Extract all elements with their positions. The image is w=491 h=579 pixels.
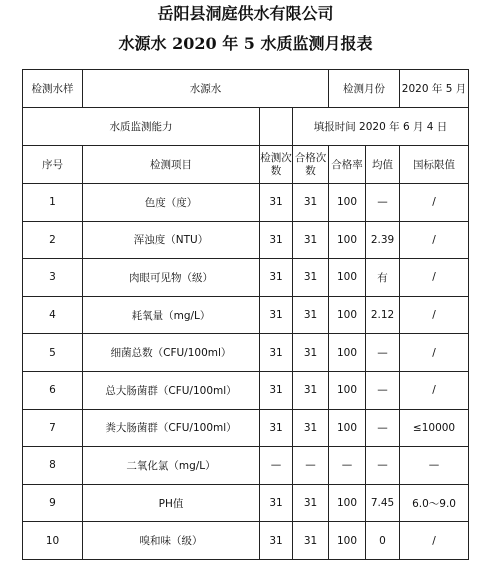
month-label: 检测月份 xyxy=(329,70,400,108)
water-quality-table xyxy=(22,69,469,560)
cell-mean: — xyxy=(366,447,400,485)
table-row xyxy=(23,221,469,259)
cell-item: 浑浊度（NTU） xyxy=(83,221,260,259)
column-header-row xyxy=(23,146,469,184)
col-item: 检测项目 xyxy=(83,146,260,184)
cell-pass-rate: — xyxy=(329,447,366,485)
table-row xyxy=(23,409,469,447)
cell-count: 31 xyxy=(260,296,293,334)
fill-time: 填报时间 2020 年 6 月 4 日 xyxy=(293,108,469,146)
cell-count: 31 xyxy=(260,184,293,222)
cell-seq: 8 xyxy=(23,447,83,485)
cell-count: 31 xyxy=(260,259,293,297)
col-pass-count: 合格次数 xyxy=(293,146,329,184)
cell-seq: 4 xyxy=(23,296,83,334)
cell-count: 31 xyxy=(260,484,293,522)
cell-item: PH值 xyxy=(83,484,260,522)
cell-limit: / xyxy=(400,334,469,372)
cell-seq: 2 xyxy=(23,221,83,259)
cell-limit: / xyxy=(400,296,469,334)
cell-seq: 1 xyxy=(23,184,83,222)
cell-item: 嗅和味（级） xyxy=(83,522,260,560)
cell-mean: — xyxy=(366,409,400,447)
cell-pass-rate: 100 xyxy=(329,409,366,447)
cell-limit: ≤10000 xyxy=(400,409,469,447)
cell-pass-rate: 100 xyxy=(329,259,366,297)
cell-pass-count: 31 xyxy=(293,259,329,297)
cell-count: 31 xyxy=(260,221,293,259)
cell-item: 二氧化氯（mg/L） xyxy=(83,447,260,485)
cell-mean: — xyxy=(366,334,400,372)
cell-item: 总大肠菌群（CFU/100ml） xyxy=(83,371,260,409)
cell-mean: — xyxy=(366,184,400,222)
cell-pass-rate: 100 xyxy=(329,371,366,409)
cell-limit: / xyxy=(400,184,469,222)
cell-seq: 7 xyxy=(23,409,83,447)
col-pass-rate: 合格率 xyxy=(329,146,366,184)
cell-mean: 2.12 xyxy=(366,296,400,334)
table-body xyxy=(23,70,469,560)
month-value: 2020 年 5 月 xyxy=(400,70,469,108)
cell-limit: / xyxy=(400,259,469,297)
cell-pass-rate: 100 xyxy=(329,296,366,334)
cell-limit: / xyxy=(400,221,469,259)
cell-mean: — xyxy=(366,371,400,409)
report-company-title: 岳阳县洞庭供水有限公司 xyxy=(157,4,334,23)
cell-limit: / xyxy=(400,371,469,409)
sample-label: 检测水样 xyxy=(23,70,83,108)
capability-spacer xyxy=(260,108,293,146)
cell-seq: 3 xyxy=(23,259,83,297)
cell-pass-rate: 100 xyxy=(329,221,366,259)
cell-limit: — xyxy=(400,447,469,485)
cell-pass-count: 31 xyxy=(293,522,329,560)
cell-pass-rate: 100 xyxy=(329,522,366,560)
cell-pass-count: 31 xyxy=(293,296,329,334)
cell-pass-count: 31 xyxy=(293,221,329,259)
cell-seq: 10 xyxy=(23,522,83,560)
table-row xyxy=(23,259,469,297)
cell-limit: / xyxy=(400,522,469,560)
table-row xyxy=(23,184,469,222)
sample-value: 水源水 xyxy=(83,70,329,108)
cell-item: 细菌总数（CFU/100ml） xyxy=(83,334,260,372)
table-row xyxy=(23,296,469,334)
cell-count: 31 xyxy=(260,334,293,372)
table-row xyxy=(23,334,469,372)
col-count: 检测次数 xyxy=(260,146,293,184)
cell-mean: 7.45 xyxy=(366,484,400,522)
cell-count: 31 xyxy=(260,409,293,447)
cell-pass-count: 31 xyxy=(293,409,329,447)
cell-pass-count: 31 xyxy=(293,371,329,409)
col-mean: 均值 xyxy=(366,146,400,184)
capability-label: 水质监测能力 xyxy=(23,108,260,146)
header-row-capability xyxy=(23,108,469,146)
cell-seq: 6 xyxy=(23,371,83,409)
cell-pass-count: — xyxy=(293,447,329,485)
cell-seq: 9 xyxy=(23,484,83,522)
cell-item: 耗氧量（mg/L） xyxy=(83,296,260,334)
header-row-sample xyxy=(23,70,469,108)
cell-count: 31 xyxy=(260,371,293,409)
cell-pass-rate: 100 xyxy=(329,484,366,522)
cell-mean: 2.39 xyxy=(366,221,400,259)
report-title: 水源水 2020 年 5 水质监测月报表 xyxy=(118,34,373,53)
cell-limit: 6.0～9.0 xyxy=(400,484,469,522)
cell-count: 31 xyxy=(260,522,293,560)
table-row xyxy=(23,371,469,409)
cell-mean: 0 xyxy=(366,522,400,560)
cell-pass-count: 31 xyxy=(293,184,329,222)
cell-count: — xyxy=(260,447,293,485)
cell-pass-count: 31 xyxy=(293,484,329,522)
col-seq: 序号 xyxy=(23,146,83,184)
cell-seq: 5 xyxy=(23,334,83,372)
cell-item: 色度（度） xyxy=(83,184,260,222)
cell-item: 肉眼可见物（级） xyxy=(83,259,260,297)
cell-pass-rate: 100 xyxy=(329,334,366,372)
cell-pass-rate: 100 xyxy=(329,184,366,222)
cell-item: 粪大肠菌群（CFU/100ml） xyxy=(83,409,260,447)
table-row xyxy=(23,484,469,522)
col-limit: 国标限值 xyxy=(400,146,469,184)
cell-pass-count: 31 xyxy=(293,334,329,372)
table-row xyxy=(23,447,469,485)
table-row xyxy=(23,522,469,560)
cell-mean: 有 xyxy=(366,259,400,297)
